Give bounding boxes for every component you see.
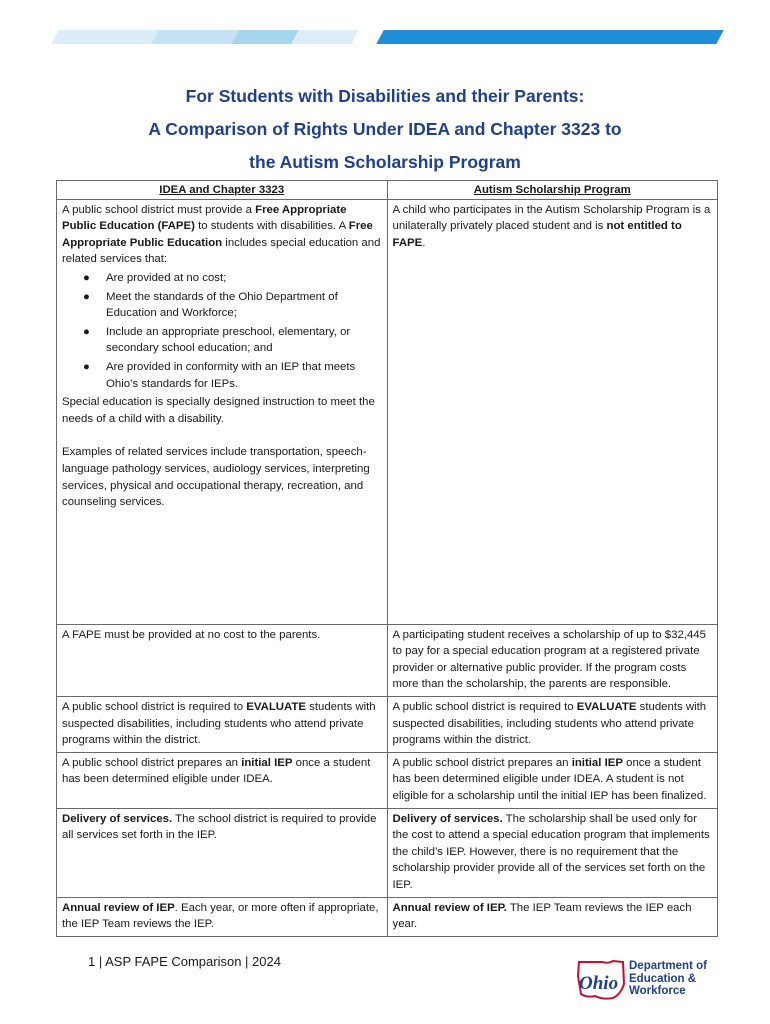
table-row-fape xyxy=(57,199,718,624)
bullet-text: Are provided in conformity with an IEP that meets Ohio’s standards for IEPs. xyxy=(106,360,356,390)
band-segment-2 xyxy=(151,30,238,44)
title-line-2: A Comparison of Rights Under IDEA and Chapter 3323 to xyxy=(148,119,622,139)
text: The scholarship shall be used only for the cost to attend a special education program that implements the child’s IEP. However, there is no requirement that the scholarship provider provide all of the services set forth on the IEP. xyxy=(392,812,710,891)
text-bold: EVALUATE xyxy=(246,700,306,713)
cell-asp-cost: A participating student receives a scholarship of up to $32,445 to pay for a special education program at a registered private provider or alternative public provider. If the program costs more than the scholarship, the parents are responsible. xyxy=(387,624,718,696)
document-title xyxy=(0,80,770,179)
band-segment-1 xyxy=(51,30,158,44)
text: students with suspected disabilities, including students who attend private programs within the district. xyxy=(392,700,707,747)
text: A public school district is required to xyxy=(392,700,577,713)
cell-idea-delivery xyxy=(57,808,388,897)
spacer xyxy=(62,427,382,444)
text-bold: Annual review of IEP xyxy=(62,901,175,914)
list-item xyxy=(62,270,382,287)
logo-line-1: Department of xyxy=(629,960,707,972)
list-item xyxy=(62,359,382,392)
column-header-asp: Autism Scholarship Program xyxy=(387,181,718,200)
text: A public school district prepares an xyxy=(392,756,572,769)
table-row-annual-review xyxy=(57,897,718,936)
text: A public school district prepares an xyxy=(62,756,242,769)
list-item xyxy=(62,324,382,357)
cell-asp-fape xyxy=(387,199,718,624)
logo-line-3: Workforce xyxy=(629,985,686,997)
text-bold: Delivery of services. xyxy=(62,812,173,825)
ohio-deew-logo xyxy=(573,958,723,1002)
cell-asp-annual-review xyxy=(387,897,718,936)
text: includes special education and related services that: xyxy=(62,236,381,266)
cell-idea-cost: A FAPE must be provided at no cost to the parents. xyxy=(57,624,388,696)
services-bullet-list xyxy=(62,270,382,392)
text: to students with disabilities. A xyxy=(194,220,349,233)
text-bold: Delivery of services. xyxy=(392,812,503,825)
text-bold: Annual review of IEP. xyxy=(392,901,507,914)
special-education-definition: Special education is specially designed instruction to meet the needs of a child with a disability. xyxy=(62,396,375,425)
cell-asp-delivery xyxy=(387,808,718,897)
bullet-icon: ● xyxy=(83,325,90,338)
text: students with suspected disabilities, including students who attend private programs within the district. xyxy=(62,700,376,747)
band-segment-3 xyxy=(231,30,298,44)
text: The school district is required to provide all services set forth in the IEP. xyxy=(62,812,377,842)
bullet-text: Include an appropriate preschool, elementary, or secondary school education; and xyxy=(106,325,351,355)
text: The IEP Team reviews the IEP each year. xyxy=(392,901,692,931)
band-segment-4 xyxy=(291,30,358,44)
bullet-icon: ● xyxy=(83,271,90,284)
logo-line-2: Education & xyxy=(629,972,697,985)
table-row-cost xyxy=(57,624,718,696)
table-header-row xyxy=(57,181,718,200)
related-services-examples: Examples of related services include transportation, speech-language pathology services, audiology services, interpreting services, physical and occupational therapy, recreation, and counseling services. xyxy=(62,446,370,509)
cell-idea-initial-iep xyxy=(57,752,388,808)
text: A child who participates in the Autism Scholarship Program is a unilaterally privately placed student and is xyxy=(392,203,711,233)
text-bold: EVALUATE xyxy=(576,700,637,713)
text-bold: initial IEP xyxy=(571,756,623,769)
header-decorative-band xyxy=(55,30,720,44)
table-row-evaluate xyxy=(57,696,718,752)
logo-ohio-word: Ohio xyxy=(579,973,619,994)
comparison-table xyxy=(56,180,718,937)
cell-idea-annual-review xyxy=(57,897,388,936)
column-header-idea: IDEA and Chapter 3323 xyxy=(57,181,388,200)
logo-department-name xyxy=(629,960,707,998)
text: . xyxy=(422,236,426,249)
text: once a student has been determined eligible under IDEA. A student is not eligible for a scholarship until the initial IEP has been finalized. xyxy=(392,756,707,802)
ohio-state-icon xyxy=(573,958,629,1002)
cell-idea-evaluate xyxy=(57,696,388,752)
text: A public school district is required to xyxy=(62,700,247,713)
table-row-delivery xyxy=(57,808,718,897)
text-bold: initial IEP xyxy=(241,756,293,769)
cell-idea-fape xyxy=(57,199,388,624)
bullet-icon: ● xyxy=(83,290,90,303)
title-line-3: the Autism Scholarship Program xyxy=(249,152,521,172)
bullet-text: Meet the standards of the Ohio Department of Education and Workforce; xyxy=(106,290,338,320)
bullet-text: Are provided at no cost; xyxy=(106,271,227,284)
title-line-1: For Students with Disabilities and their Parents: xyxy=(185,86,585,106)
text-bold: Free Appropriate Public Education (FAPE) xyxy=(62,203,347,233)
text: once a student has been determined eligible under IDEA. xyxy=(62,756,371,786)
page-footer: 1 | ASP FAPE Comparison | 2024 xyxy=(88,954,281,969)
band-segment-5 xyxy=(376,30,723,44)
bullet-icon: ● xyxy=(83,360,90,373)
text-bold: not entitled to FAPE xyxy=(392,220,682,249)
text: . Each year, or more often if appropriate, the IEP Team reviews the IEP. xyxy=(62,901,379,931)
text: A public school district must provide a xyxy=(62,203,256,216)
cell-asp-evaluate xyxy=(387,696,718,752)
text-bold: Free Appropriate Public Education xyxy=(62,220,373,249)
cell-asp-initial-iep xyxy=(387,752,718,808)
list-item xyxy=(62,289,382,322)
table-row-initial-iep xyxy=(57,752,718,808)
